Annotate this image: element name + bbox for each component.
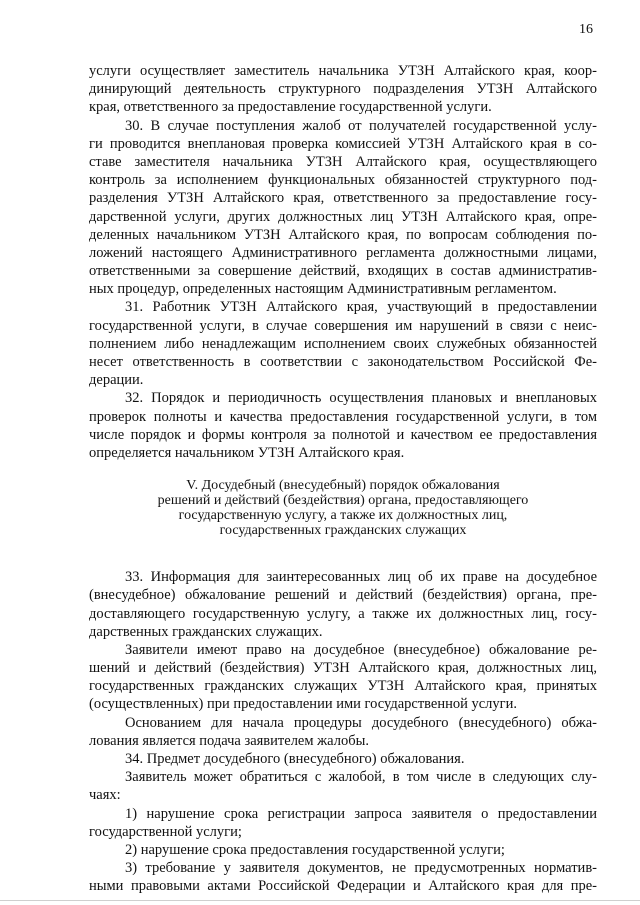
text-line: услуги осуществляет заместитель начальника УТЗН Алтайского края, коор- <box>89 63 597 79</box>
scan-edge-line <box>0 900 640 901</box>
text-line: ложений настоящего Административного регламента должностными лицами, <box>89 244 597 261</box>
text-line: края, ответственного за предоставление государственной услуги. <box>89 99 492 116</box>
paragraph-31-start: 31. Работник УТЗН Алтайского края, участвующий в предоставлении <box>125 299 597 316</box>
text-line: доставляющего государственную услугу, а также их должностных лиц, госу- <box>89 605 597 622</box>
text-line: (внесудебное) обжалование решений и действий (бездействия) органа, пре- <box>89 587 597 604</box>
text-line: определяется начальником УТЗН Алтайского края. <box>89 444 405 461</box>
text-line: полнением либо ненадлежащим исполнением своих служебных обязанностей <box>89 335 597 352</box>
document-body <box>89 62 597 896</box>
list-item-3: 3) требование у заявителя документов, не предусмотренных норматив- <box>125 860 597 877</box>
text-line: дерации. <box>89 372 144 389</box>
text-line: ных процедур, определенных настоящим Административным регламентом. <box>89 281 557 298</box>
section-heading-line: V. Досудебный (внесудебный) порядок обжалования <box>186 478 500 494</box>
text-line: разделения УТЗН Алтайского края, ответственного за предоставление госу- <box>89 190 597 207</box>
text-line: Заявитель может обратиться с жалобой, в том числе в следующих слу- <box>125 769 597 786</box>
text-line: деленных начальником УТЗН Алтайского края, по вопросам соблюдения по- <box>89 226 597 243</box>
text-line: несет ответственность в соответствии с законодательством Российской Фе- <box>89 354 597 370</box>
list-item-1: 1) нарушение срока регистрации запроса заявителя о предоставлении <box>125 805 597 822</box>
page-number: 16 <box>579 22 593 37</box>
section-heading-line: решений и действий (бездействия) органа, предоставляющего <box>157 493 529 509</box>
text-line: числе порядок и формы контроля за полнотой и качеством ее предоставления <box>89 426 597 443</box>
text-line: государственных гражданских служащих УТЗН Алтайского края, принятых <box>89 678 597 695</box>
text-line: государственной услуги; <box>89 823 242 840</box>
text-line: контроль за исполнением функциональных обязанностей структурного под- <box>89 172 597 189</box>
text-line: дарственной услуги, других должностных лиц УТЗН Алтайского края, опре- <box>89 208 597 225</box>
text-line: шений и действий (бездействия) УТЗН Алтайского края, должностных лиц, <box>89 660 597 677</box>
text-line: государственной услуги, в случае совершения им нарушений в связи с неис- <box>89 317 597 334</box>
paragraph-32-start: 32. Порядок и периодичность осуществления плановых и внеплановых <box>125 390 597 407</box>
paragraph-34-start: 34. Предмет досудебного (внесудебного) обжалования. <box>125 751 465 767</box>
text-line: Основанием для начала процедуры досудебного (внесудебного) обжа- <box>125 714 597 731</box>
section-heading-line: государственную услугу, а также их должностных лиц, <box>178 508 508 524</box>
paragraph-30-start: 30. В случае поступления жалоб от получателей государственной услу- <box>125 117 597 134</box>
text-line: ответственными за совершение действий, входящих в состав административ- <box>89 263 597 280</box>
section-heading-line: государственных гражданских служащих <box>219 523 467 539</box>
text-line: чаях: <box>89 787 121 804</box>
list-item-2: 2) нарушение срока предоставления государственной услуги; <box>125 841 505 858</box>
text-line: ными правовыми актами Российской Федерации и Алтайского края для пре- <box>89 878 597 895</box>
text-line: Заявители имеют право на досудебное (внесудебное) обжалование ре- <box>125 641 597 658</box>
text-line: (осуществленных) при предоставлении ими государственной услуги. <box>89 696 518 713</box>
text-line: ги проводится внеплановая проверка комиссией УТЗН Алтайского края в со- <box>89 135 597 152</box>
text-line: дарственных гражданских служащих. <box>89 623 323 640</box>
text-line: динирующий деятельность структурного подразделения УТЗН Алтайского <box>89 81 597 98</box>
text-line: лования является подача заявителем жалобы. <box>89 732 369 749</box>
text-line: ставе заместителя начальника УТЗН Алтайского края, осуществляющего <box>89 153 597 170</box>
paragraph-33-start: 33. Информация для заинтересованных лиц об их праве на досудебное <box>125 569 597 586</box>
text-line: проверок полноты и качества предоставления государственной услуги, в том <box>89 408 597 425</box>
